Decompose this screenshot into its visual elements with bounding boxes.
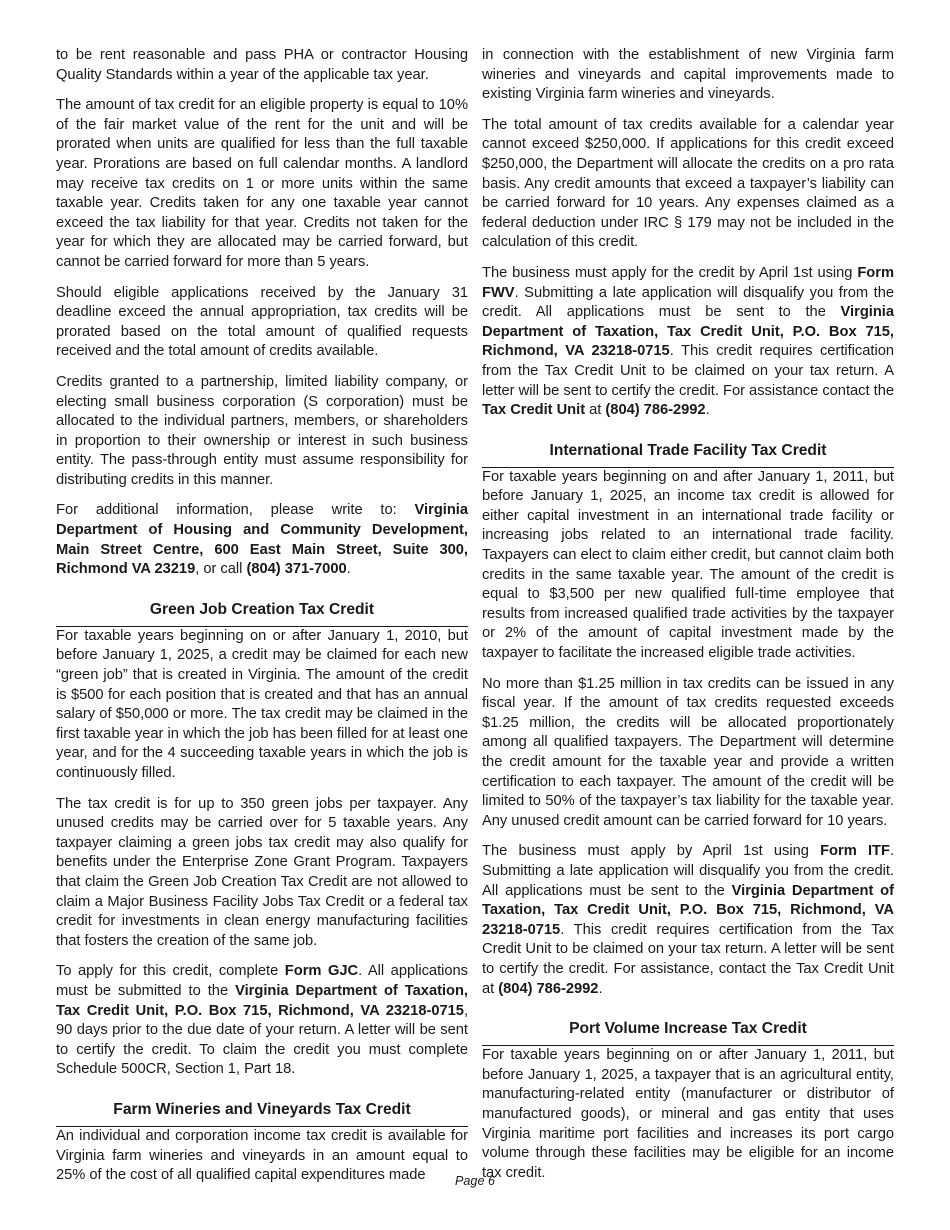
bold-run: Form ITF xyxy=(820,843,890,860)
bold-run: Form FWV xyxy=(482,264,894,301)
bold-run: Virginia Department of Taxation, Tax Credit Unit, P.O. Box 715, Richmond, VA 23218-0715 xyxy=(56,982,468,1019)
p-farm-wineries-apply: The business must apply for the credit by April 1st using Form FWV. Submitting a late application will disqualify you from the credit. All applications must be sent to the Virginia Department of Taxation, Tax Credit Unit, P.O. Box 715, Richmond, VA 23218-0715. This credit requires certification from the Tax Credit Unit to be claimed on your tax return. A letter will be sent to certify the credit. For assistance contact the Tax Credit Unit at (804) 786-2992. xyxy=(482,264,894,419)
farm-wineries-continued-paragraphs xyxy=(482,46,894,421)
bold-run: (804) 786-2992 xyxy=(605,402,706,419)
port-volume-paragraphs xyxy=(482,1046,894,1183)
left-column-intro-paragraphs xyxy=(56,46,468,580)
page-footer: Page 6 xyxy=(455,1174,495,1188)
p-amount-of-credit: The amount of tax credit for an eligible property is equal to 10% of the fair market value of the rent for the unit and will be prorated when units are qualified for less than the full taxable year. Prorations are based on full calendar months. A landlord may receive tax credits on 1 or more units within the same taxable year. Credits taken for any one taxable year cannot exceed the tax liability for that year. Credits not taken for the year for which they are allocated may be carried forward, but cannot be carried forward for more than 5 years. xyxy=(56,97,468,270)
p-dhcd-contact: For additional information, please write to: Virginia Department of Housing and Community Development, Main Street Centre, 600 East Main Street, Suite 300, Richmond VA 23219, or call (804) 371-7000. xyxy=(56,502,468,578)
p-itf-cap: No more than $1.25 million in tax credits can be issued in any fiscal year. If the amount of tax credits requested exceeds $1.25 million, the credits will be allocated proportionately among all qualified taxpayers. The Department will determine the credit amount for the taxable year and provide a written certification to each taxpayer. The amount of the credit will be limited to 50% of the taxpayer’s tax liability for the taxable year. Any unused credit amount can be carried forward for 10 years. xyxy=(482,675,894,829)
p-itf-apply: The business must apply by April 1st using Form ITF. Submitting a late application will disqualify you from the credit. All applications must be sent to the Virginia Department of Taxation, Tax Credit Unit, P.O. Box 715, Richmond, VA 23218-0715. This credit requires certification from the Tax Credit Unit to be claimed on your tax return. A letter will be sent to certify the credit. For assistance, contact the Tax Credit Unit at (804) 786-2992. xyxy=(482,843,894,997)
heading-green-job-creation-tax-credit: Green Job Creation Tax Credit xyxy=(56,600,468,627)
p-green-job-basics: For taxable years beginning on or after January 1, 2010, but before January 1, 2025, a credit may be claimed for each new “green job” that is created in Virginia. The amount of the credit is $500 for each position that is created and that has an annual salary of $50,000 or more. The tax credit may be claimed in the first taxable year in which the job has been filled for at least one year, and for the 4 succeeding taxable years in which the job is continuously filled. xyxy=(56,627,468,781)
bold-run: (804) 786-2992 xyxy=(498,980,599,997)
p-port-volume-intro: For taxable years beginning on or after January 1, 2011, but before January 1, 2025, a taxpayer that is an agricultural entity, manufacturing-related entity (manufacturer or distributor of manufactured goods), or mineral and gas entity that uses Virginia maritime port facilities and increases its port cargo volume through these facilities may be eligible for an income tax credit. xyxy=(482,1047,894,1181)
right-column xyxy=(482,46,894,1183)
p-rent-reasonable: to be rent reasonable and pass PHA or contractor Housing Quality Standards within a year of the applicable tax year. xyxy=(56,47,468,83)
p-green-job-limits: The tax credit is for up to 350 green jobs per taxpayer. Any unused credits may be carried over for 5 taxable years. Any taxpayer claiming a green jobs tax credit may also qualify for benefits under the Enterprise Zone Grant Program. Taxpayers that claim the Green Job Creation Tax Credit are not allowed to claim a Major Business Facility Jobs Tax Credit or a federal tax credit for investments in clean energy manufacturing facilities that fosters the creation of the same job. xyxy=(56,795,468,949)
bold-run: Virginia Department of Taxation, Tax Credit Unit, P.O. Box 715, Richmond, VA 23218-0715 xyxy=(482,882,894,938)
p-january-31-deadline: Should eligible applications received by the January 31 deadline exceed the annual appropriation, tax credits will be prorated based on the total amount of qualified requests received and the total amount of credits available. xyxy=(56,284,468,360)
bold-run: Virginia Department of Taxation, Tax Credit Unit, P.O. Box 715, Richmond, VA 23218-0715 xyxy=(482,304,894,360)
heading-port-volume-increase-tax-credit: Port Volume Increase Tax Credit xyxy=(482,1019,894,1046)
international-trade-paragraphs xyxy=(482,468,894,999)
bold-run: (804) 371-7000 xyxy=(246,561,347,578)
p-green-job-apply: To apply for this credit, complete Form GJC. All applications must be submitted to the Virginia Department of Taxation, Tax Credit Unit, P.O. Box 715, Richmond, VA 23218-0715, 90 days prior to the due date of your return. A letter will be sent to certify the credit. To claim the credit you must complete Schedule 500CR, Section 1, Part 18. xyxy=(56,963,469,1078)
bold-run: Tax Credit Unit xyxy=(482,402,586,419)
heading-international-trade-facility-tax-credit: International Trade Facility Tax Credit xyxy=(482,441,894,468)
bold-run: Virginia Department of Housing and Community Development, Main Street Centre, 600 East Main Street, Suite 300, Richmond VA 23219 xyxy=(56,502,468,578)
bold-run: Form GJC xyxy=(284,963,359,980)
p-farm-wineries-cap: The total amount of tax credits available for a calendar year cannot exceed $250,000. If applications for this credit exceed $250,000, the Department will allocate the credits on a pro rata basis. Any credit amounts that exceed a taxpayer’s liability can be carried forward for 10 years. Any expenses claimed as a federal deduction under IRC § 179 may not be included in the calculation of this credit. xyxy=(482,116,894,251)
p-pass-through: Credits granted to a partnership, limited liability company, or electing small business corporation (S corporation) must be allocated to the individual partners, members, or shareholders in proportion to their ownership or interest in such business entity. The pass-through entity must assume responsibility for distributing credits in this manner. xyxy=(56,373,468,488)
heading-farm-wineries-and-vineyards-tax-credit: Farm Wineries and Vineyards Tax Credit xyxy=(56,1100,468,1127)
p-itf-basics: For taxable years beginning on and after January 1, 2011, but before January 1, 2025, an income tax credit is allowed for either capital investment in an international trade facility or increasing jobs related to an international trade facility. Taxpayers can elect to claim either credit, but cannot claim both credits in the same taxable year. The amount of the credit is equal to $3,500 per new qualified full-time employee that results from increased qualified trade activities by the taxpayer or 2% of the amount of capital investment made by the taxpayer to facilitate the increased eligible trade activities. xyxy=(482,468,894,662)
left-column xyxy=(56,46,468,1186)
green-job-paragraphs xyxy=(56,627,468,1080)
p-farm-wineries-continued: in connection with the establishment of new Virginia farm wineries and vineyards and capital improvements made to existing Virginia farm wineries and vineyards. xyxy=(482,47,894,103)
p-farm-wineries-intro: An individual and corporation income tax credit is available for Virginia farm wineries and vineyards in an amount equal to 25% of the cost of all qualified capital expenditures made xyxy=(56,1127,468,1184)
